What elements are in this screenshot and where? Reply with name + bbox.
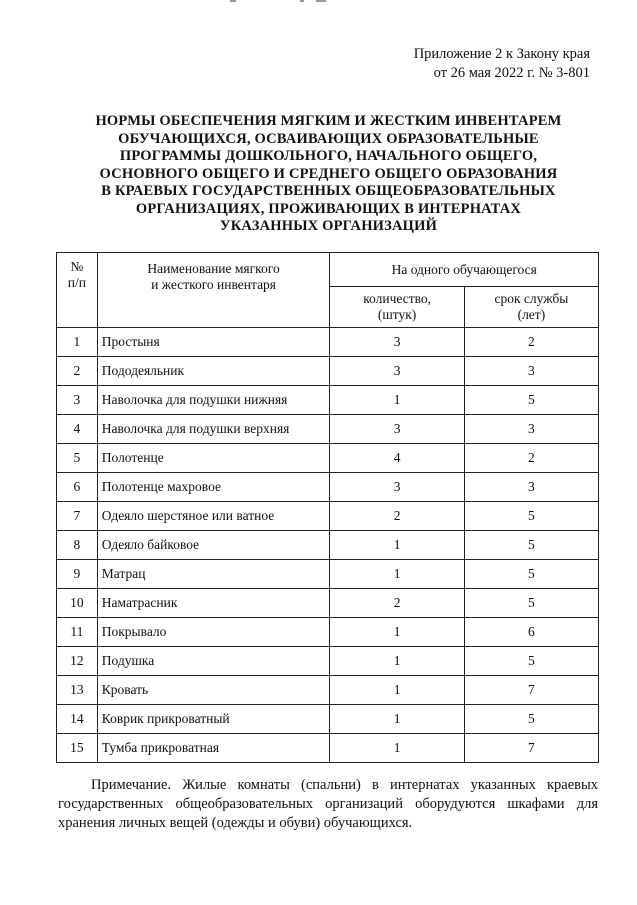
row-number: 14 <box>57 705 98 734</box>
row-number: 1 <box>57 328 98 357</box>
service-life-value: 3 <box>464 357 598 386</box>
header-item-name-line: Наименование мягкого <box>147 261 280 276</box>
service-life-value: 5 <box>464 589 598 618</box>
row-number: 3 <box>57 386 98 415</box>
header-item-name-line: и жесткого инвентаря <box>151 277 277 292</box>
row-number: 4 <box>57 415 98 444</box>
service-life-value: 3 <box>464 473 598 502</box>
table-row <box>57 589 599 618</box>
quantity-value: 4 <box>330 444 464 473</box>
quantity-value: 1 <box>330 386 464 415</box>
service-life-value: 7 <box>464 676 598 705</box>
header-quantity <box>330 287 464 328</box>
table-row <box>57 560 599 589</box>
scan-artifact <box>300 0 304 2</box>
service-life-value: 2 <box>464 444 598 473</box>
row-number: 12 <box>57 647 98 676</box>
service-life-value: 5 <box>464 531 598 560</box>
header-item-name <box>97 253 330 328</box>
table-row <box>57 473 599 502</box>
table-row <box>57 502 599 531</box>
quantity-value: 1 <box>330 647 464 676</box>
item-name: Коврик прикроватный <box>97 705 330 734</box>
item-name: Простыня <box>97 328 330 357</box>
service-life-value: 5 <box>464 560 598 589</box>
header-service-life <box>464 287 598 328</box>
title-line: УКАЗАННЫХ ОРГАНИЗАЦИЙ <box>219 218 438 234</box>
title-line: ОРГАНИЗАЦИЯХ, ПРОЖИВАЮЩИХ В ИНТЕРНАТАХ <box>135 200 522 217</box>
item-name: Одеяло байковое <box>97 531 330 560</box>
document-title <box>40 113 617 236</box>
appendix-line: Приложение 2 к Закону края <box>413 46 590 62</box>
header-quantity-line: количество, <box>363 291 432 306</box>
row-number: 9 <box>57 560 98 589</box>
title-line: ОБУЧАЮЩИХСЯ, ОСВАИВАЮЩИХ ОБРАЗОВАТЕЛЬНЫЕ <box>118 130 539 147</box>
row-number: 13 <box>57 676 98 705</box>
title-line: НОРМЫ ОБЕСПЕЧЕНИЯ МЯГКИМ И ЖЕСТКИМ ИНВЕНТАРЕМ <box>95 113 562 129</box>
header-service-life-line: срок службы <box>494 291 569 306</box>
scan-artifact <box>316 0 326 2</box>
table-row <box>57 444 599 473</box>
scan-artifact <box>230 0 236 2</box>
row-number: 10 <box>57 589 98 618</box>
table-row <box>57 386 599 415</box>
item-name: Тумба прикроватная <box>97 734 330 763</box>
quantity-value: 1 <box>330 676 464 705</box>
service-life-value: 5 <box>464 705 598 734</box>
quantity-value: 3 <box>330 473 464 502</box>
item-name: Пододеяльник <box>97 357 330 386</box>
item-name: Наматрасник <box>97 589 330 618</box>
row-number: 15 <box>57 734 98 763</box>
service-life-value: 5 <box>464 386 598 415</box>
item-name: Одеяло шерстяное или ватное <box>97 502 330 531</box>
row-number: 5 <box>57 444 98 473</box>
quantity-value: 3 <box>330 415 464 444</box>
item-name: Подушка <box>97 647 330 676</box>
service-life-value: 7 <box>464 734 598 763</box>
row-number: 11 <box>57 618 98 647</box>
header-service-life-unit: (лет) <box>517 307 546 322</box>
row-number: 8 <box>57 531 98 560</box>
table-row <box>57 705 599 734</box>
quantity-value: 1 <box>330 705 464 734</box>
title-line: В КРАЕВЫХ ГОСУДАРСТВЕННЫХ ОБЩЕОБРАЗОВАТЕЛЬНЫХ <box>101 183 556 199</box>
service-life-value: 5 <box>464 647 598 676</box>
table-row <box>57 676 599 705</box>
appendix-date-line: от 26 мая 2022 г. № 3-801 <box>433 65 590 81</box>
header-quantity-unit: (штук) <box>377 307 417 322</box>
quantity-value: 1 <box>330 531 464 560</box>
table-row <box>57 415 599 444</box>
row-number: 6 <box>57 473 98 502</box>
service-life-value: 2 <box>464 328 598 357</box>
inventory-norms-table <box>56 252 599 763</box>
title-line: ОСНОВНОГО ОБЩЕГО И СРЕДНЕГО ОБЩЕГО ОБРАЗОВАНИЯ <box>99 165 558 182</box>
note-paragraph: Примечание. Жилые комнаты (спальни) в интернатах указанных краевых государственных общеобразовательных организаций оборудуются шкафами для хранения личных вещей (одежды и обуви) обучающихся. <box>58 777 598 831</box>
item-name: Наволочка для подушки нижняя <box>97 386 330 415</box>
quantity-value: 3 <box>330 357 464 386</box>
table-row <box>57 734 599 763</box>
header-number-symbol: № <box>70 259 84 274</box>
quantity-value: 2 <box>330 502 464 531</box>
title-line: ПРОГРАММЫ ДОШКОЛЬНОГО, НАЧАЛЬНОГО ОБЩЕГО, <box>119 148 538 164</box>
header-number <box>57 253 98 328</box>
service-life-value: 5 <box>464 502 598 531</box>
row-number: 7 <box>57 502 98 531</box>
table-row <box>57 647 599 676</box>
item-name: Полотенце <box>97 444 330 473</box>
service-life-value: 3 <box>464 415 598 444</box>
quantity-value: 1 <box>330 560 464 589</box>
quantity-value: 1 <box>330 734 464 763</box>
item-name: Наволочка для подушки верхняя <box>97 415 330 444</box>
table-row <box>57 618 599 647</box>
table-row <box>57 357 599 386</box>
table-row <box>57 328 599 357</box>
quantity-value: 1 <box>330 618 464 647</box>
appendix-reference <box>414 45 590 83</box>
header-per-student: На одного обучающегося <box>330 253 599 287</box>
row-number: 2 <box>57 357 98 386</box>
service-life-value: 6 <box>464 618 598 647</box>
item-name: Матрац <box>97 560 330 589</box>
item-name: Покрывало <box>97 618 330 647</box>
header-number-abbr: п/п <box>67 275 86 290</box>
quantity-value: 2 <box>330 589 464 618</box>
item-name: Полотенце махровое <box>97 473 330 502</box>
table-row <box>57 531 599 560</box>
quantity-value: 3 <box>330 328 464 357</box>
item-name: Кровать <box>97 676 330 705</box>
